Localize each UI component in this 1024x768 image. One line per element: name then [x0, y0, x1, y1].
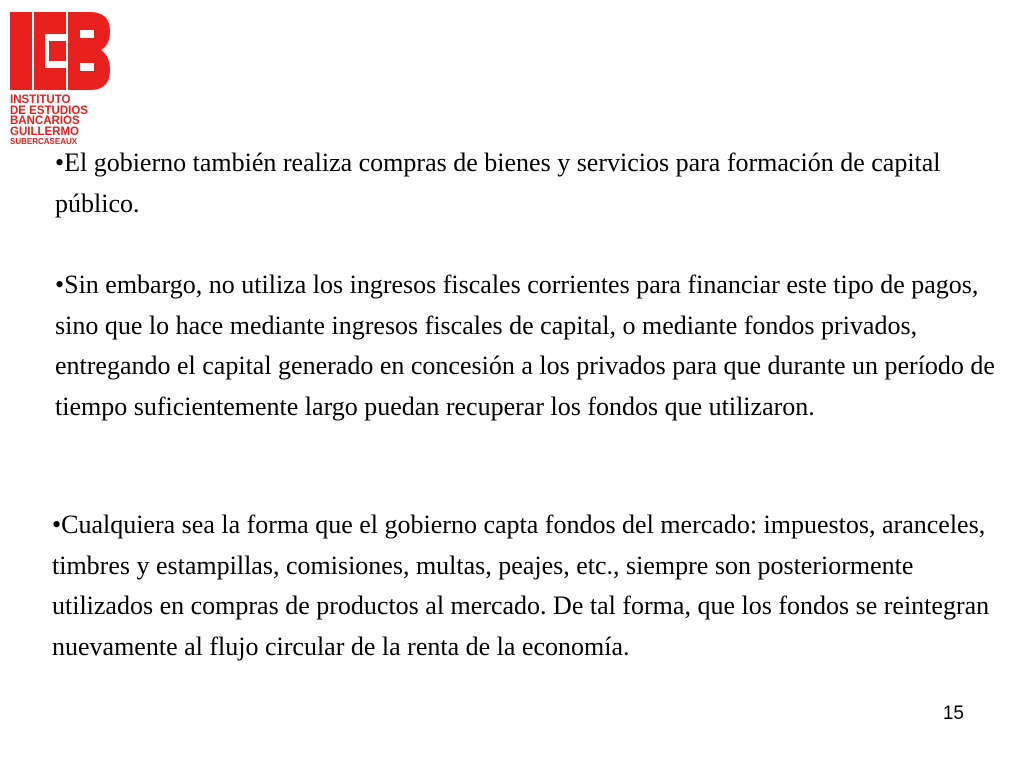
institute-logo: [10, 12, 110, 157]
bullet-paragraph-1: •El gobierno también realiza compras de bienes y servicios para formación de capital público.: [55, 148, 941, 218]
logo-line-5: SUBERCASEAUX: [10, 137, 78, 146]
logo-line-4: GUILLERMO: [10, 125, 79, 138]
bullet-paragraph-2: •Sin embargo, no utiliza los ingresos fiscales corrientes para financiar este tipo de pagos, sino que lo hace mediante ingresos fiscales de capital, o mediante fondos privados, entregando el capital generado en concesión a los privados para que durante un período de tiempo suficientemente largo puedan recuperar los fondos que utilizaron.: [55, 270, 995, 421]
logo-line-1: INSTITUTO: [10, 94, 71, 106]
logo-wordmark: [10, 95, 110, 146]
logo-line-3: BANCARIOS: [10, 115, 80, 127]
page-number: 15: [942, 703, 964, 724]
ieb-logo-icon: [10, 12, 110, 90]
bullet-paragraph-3: •Cualquiera sea la forma que el gobierno capta fondos del mercado: impuestos, aranceles, timbres y estampillas, comisiones, multas, peajes, etc., siempre son posteriormente utilizados en compras de productos al mercado. De tal forma, que los fondos se reintegran nuevamente al flujo circular de la renta de la economía.: [52, 510, 990, 661]
logo-line-2: DE ESTUDIOS: [10, 104, 88, 117]
